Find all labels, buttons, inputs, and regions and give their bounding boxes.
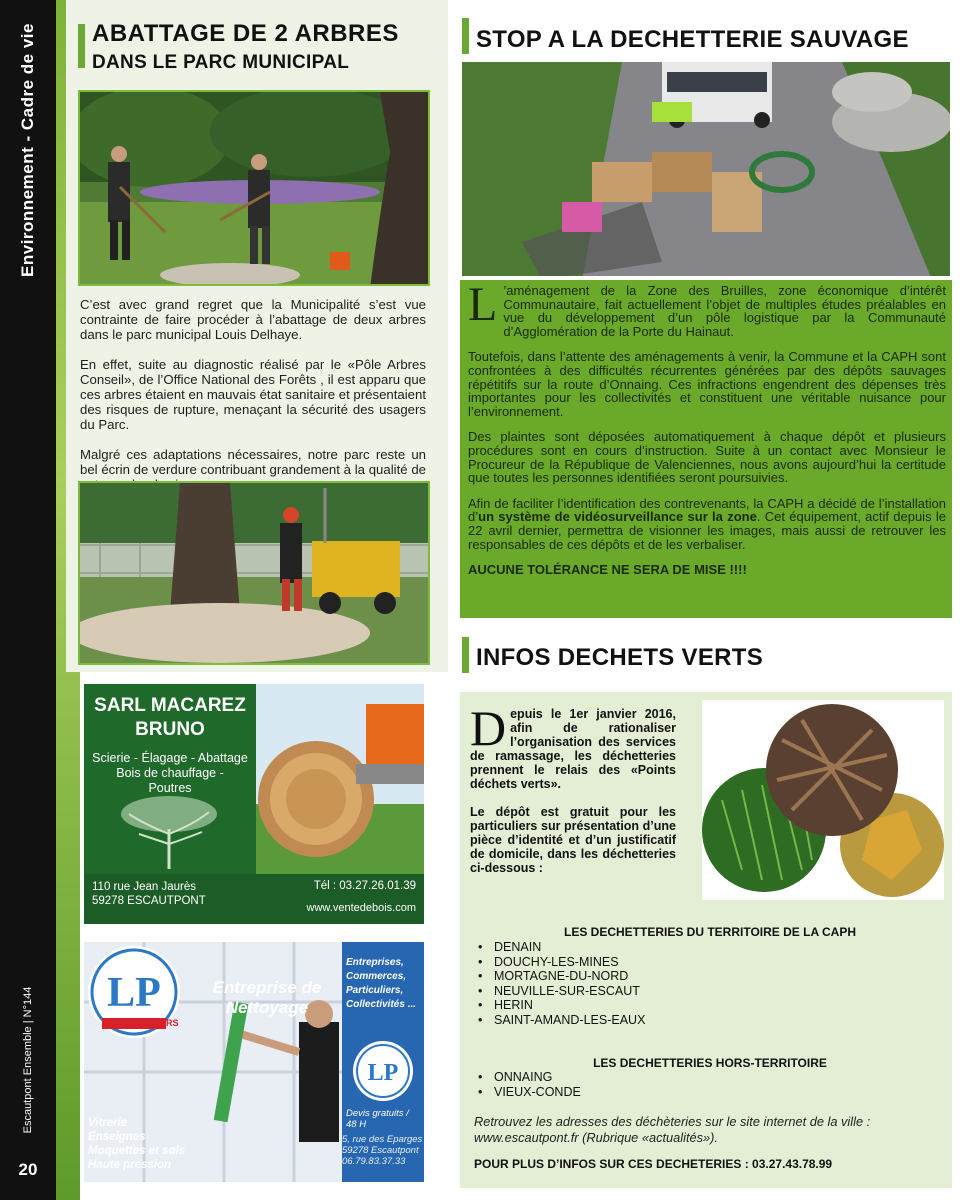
sidebar bbox=[0, 0, 56, 1200]
title-accent-bar bbox=[462, 637, 469, 673]
issue-label: Escautpont Ensemble | N°144 bbox=[22, 986, 34, 1134]
list-item: • NEUVILLE-SUR-ESCAUT bbox=[478, 984, 645, 999]
company-name-line: BRUNO bbox=[135, 719, 205, 740]
info-phone: POUR PLUS D’INFOS SUR CES DECHETERIES : 03.27.43.78.99 bbox=[474, 1157, 833, 1171]
paragraph: epuis le 1er janvier 2016, afin de rationaliser l’organisation des services de ramassage, les déchetteries prennent le relais des «Points déchets verts». bbox=[470, 707, 676, 791]
ad-address bbox=[92, 880, 206, 908]
company-logo-icon bbox=[352, 1040, 414, 1102]
paragraph: En effet, suite au diagnostic réalisé par le «Pôle Arbres Conseil», de l’Office National des Forêts , il est apparu que ces arbres étaient en mauvais état sanitaire et présentaient des risques de rupture, menaçant la sécurité des usagers du Parc. bbox=[80, 357, 427, 432]
right-article-title: STOP A LA DECHETTERIE SAUVAGE bbox=[476, 26, 909, 53]
service-line: Poutres bbox=[148, 781, 192, 795]
title-accent-bar bbox=[78, 24, 85, 68]
list-item: • SAINT-AMAND-LES-EAUX bbox=[478, 1013, 645, 1028]
green-waste-image bbox=[702, 700, 944, 900]
ad-louvers bbox=[84, 942, 424, 1182]
service-line: Vitrerie bbox=[88, 1117, 128, 1129]
client-line: Collectivités ... bbox=[346, 999, 417, 1010]
client-line: Entreprises, bbox=[346, 957, 404, 968]
caph-list-title: LES DECHETTERIES DU TERRITOIRE DE LA CAPH bbox=[563, 925, 857, 939]
logo-name: Pascal LOUVERS bbox=[104, 1018, 179, 1028]
photo-illegal-dumping bbox=[460, 60, 952, 278]
green-waste-intro bbox=[470, 700, 676, 889]
client-line: Particuliers, bbox=[346, 985, 404, 996]
text-span: Afin de faciliter l’identification des contrevenants, la CAPH a décidé de l’installation d’ bbox=[468, 495, 946, 525]
service-line: Scierie - Élagage - Abattage bbox=[92, 751, 248, 765]
list-item: • DOUCHY-LES-MINES bbox=[478, 955, 645, 970]
ad-clients bbox=[346, 956, 424, 1012]
ad-services bbox=[84, 751, 256, 796]
ad-quote: Devis gratuits / 48 H bbox=[346, 1108, 409, 1130]
address-line: 5, rue des Eparges bbox=[342, 1134, 423, 1145]
service-line: Bois de chauffage - bbox=[116, 766, 224, 780]
ad-macarez bbox=[84, 684, 424, 924]
company-name-line: SARL MACAREZ bbox=[94, 695, 246, 716]
highlight-text: un système de vidéosurveillance sur la zone bbox=[478, 509, 757, 525]
left-article-title: ABATTAGE DE 2 ARBRES bbox=[92, 20, 399, 47]
ad-services bbox=[88, 1116, 185, 1172]
client-line: Commerces, bbox=[346, 971, 407, 982]
list-item: • DENAIN bbox=[478, 940, 645, 955]
caph-list bbox=[478, 940, 645, 1028]
list-item: • ONNAING bbox=[478, 1070, 581, 1085]
green-waste-title: INFOS DECHETS VERTS bbox=[476, 644, 764, 671]
list-item: • VIEUX-CONDE bbox=[478, 1085, 581, 1100]
ad-title: Entreprise de Nettoyage bbox=[212, 978, 322, 1017]
paragraph: Malgré ces adaptations nécessaires, notre parc reste un bel écrin de verdure contribuant grandement à la qualité de bbox=[80, 447, 426, 477]
ad-address bbox=[342, 1134, 424, 1167]
photo-stump-grinding bbox=[78, 481, 430, 665]
paragraph: ’aménagement de la Zone des Bruilles, zone économique d’intérêt Communautaire, fait actuellement l’objet de multiples études préalables en vue du développement d’un pôle logistique par la Communauté d’Agglomération de la Porte du Hainaut. bbox=[503, 283, 946, 339]
list-item: • MORTAGNE-DU-NORD bbox=[478, 969, 645, 984]
page-number: 20 bbox=[18, 1160, 38, 1179]
ad-footer bbox=[84, 874, 424, 924]
dropcap: D bbox=[470, 700, 507, 756]
right-article-text bbox=[468, 278, 946, 589]
service-line: Enseignes bbox=[88, 1131, 146, 1143]
service-line: Haute pression bbox=[88, 1159, 172, 1171]
photo-workers-park bbox=[78, 90, 430, 286]
warning-text: AUCUNE TOLÉRANCE NE SERA DE MISE !!!! bbox=[468, 562, 747, 578]
list-item: • HERIN bbox=[478, 998, 645, 1013]
text-span: . Cet équipement, actif depuis le 22 avril dernier, permettra de visionner les images, mais aussi de retrouver les responsables de ces dépôts et de les verbaliser. bbox=[468, 509, 946, 552]
paragraph bbox=[468, 497, 946, 551]
svg-text:LP: LP bbox=[367, 1060, 399, 1086]
outside-list bbox=[478, 1070, 581, 1099]
paragraph: C’est avec grand regret que la Municipalité s’est vue contrainte de faire procéder à l’abattage de deux arbres dans le parc municipal Louis Delhaye. bbox=[80, 297, 426, 342]
website-note: Retrouvez les adresses des déchèteries sur le site internet de la ville : www.escautpont.fr (Rubrique «actualités»). bbox=[474, 1114, 871, 1145]
company-name bbox=[84, 694, 256, 742]
title-accent-bar bbox=[462, 18, 469, 54]
address-line: 59278 Escautpont bbox=[342, 1145, 419, 1156]
dropcap: L bbox=[468, 278, 498, 331]
tree-icon bbox=[114, 794, 224, 869]
left-article-subtitle: DANS LE PARC MUNICIPAL bbox=[92, 52, 350, 73]
ad-phone: 06.79.83.37.33 bbox=[342, 1156, 406, 1167]
left-article-text bbox=[80, 297, 426, 507]
svg-text:LP: LP bbox=[107, 970, 161, 1016]
outside-list-title: LES DECHETTERIES HORS-TERRITOIRE bbox=[593, 1056, 827, 1070]
ad-macarez-image bbox=[256, 684, 424, 874]
paragraph: Toutefois, dans l’attente des aménagements à venir, la Commune et la CAPH sont confrontées à des difficultés récurrentes générées par des dépôts sauvages répétitifs sur la route d’Onnaing. Ces infractions engendrent des dépenses très importantes pour les collectivités et constituent une véritable nuisance pour l’environnement. bbox=[468, 349, 946, 419]
address-line: 59278 ESCAUTPONT bbox=[92, 895, 206, 907]
address-line: 110 rue Jean Jaurès bbox=[92, 881, 196, 893]
ad-website: www.ventedebois.com bbox=[306, 902, 416, 914]
ad-phone: Tél : 03.27.26.01.39 bbox=[313, 880, 416, 892]
paragraph: Des plaintes sont déposées automatiquement à chaque dépôt et plusieurs procédures sont en cours d’instruction. Suite à un contact avec Monsieur le Procureur de la République de Valenciennes, nous avons aujourd’hui la certitude que toutes les personnes identifiées seront poursuivies. bbox=[468, 429, 946, 486]
service-line: Moquettes et sols bbox=[88, 1145, 186, 1157]
paragraph: Le dépôt est gratuit pour les particuliers sur présentation d’une pièce d’identité et d’un justificatif de domicile, dans les déchetteries ci-dessous : bbox=[470, 805, 676, 875]
section-label: Environnement - Cadre de vie bbox=[18, 23, 37, 277]
